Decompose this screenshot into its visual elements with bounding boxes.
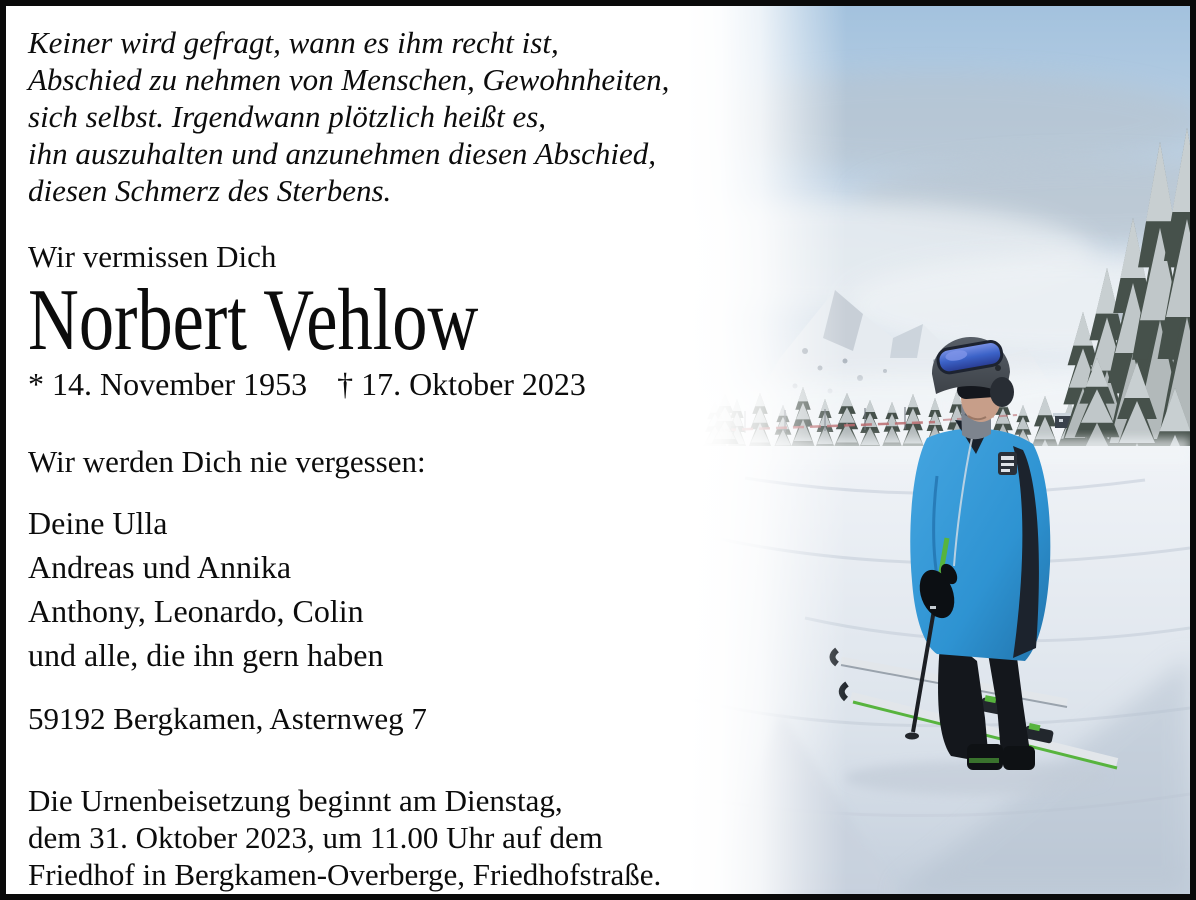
mourner-line: Andreas und Annika [28, 549, 292, 585]
funeral-line: Friedhof in Bergkamen-Overberge, Friedhofstraße. [28, 857, 662, 892]
birth-date: * 14. November 1953 [28, 366, 308, 402]
memorial-photo-scene [685, 6, 1190, 894]
poem-line: diesen Schmerz des Sterbens. [28, 173, 392, 208]
death-date: † 17. Oktober 2023 [337, 366, 586, 402]
mourner-line: Anthony, Leonardo, Colin [28, 593, 364, 629]
funeral-line: dem 31. Oktober 2023, um 11.00 Uhr auf dem [28, 820, 603, 855]
life-dates [28, 365, 586, 403]
jacket-badge [998, 452, 1017, 475]
deceased-name: Norbert Vehlow [28, 272, 479, 369]
address-line: 59192 Bergkamen, Asternweg 7 [28, 701, 427, 736]
poem-line: sich selbst. Irgendwann plötzlich heißt es, [28, 99, 547, 134]
intro-line: Wir vermissen Dich [28, 239, 277, 274]
memorial-poem [28, 24, 669, 209]
poem-line: ihn auszuhalten und anzunehmen diesen Abschied, [28, 136, 656, 171]
mourners-list [28, 501, 383, 677]
funeral-line: Die Urnenbeisetzung beginnt am Dienstag, [28, 783, 563, 818]
poem-line: Keiner wird gefragt, wann es ihm recht ist, [28, 25, 559, 60]
memorial-photo [685, 6, 1190, 894]
funeral-info [28, 782, 661, 893]
farewell-line: Wir werden Dich nie vergessen: [28, 444, 426, 479]
mourner-line: Deine Ulla [28, 505, 168, 541]
poem-line: Abschied zu nehmen von Menschen, Gewohnheiten, [28, 62, 670, 97]
mourner-line: und alle, die ihn gern haben [28, 637, 384, 673]
